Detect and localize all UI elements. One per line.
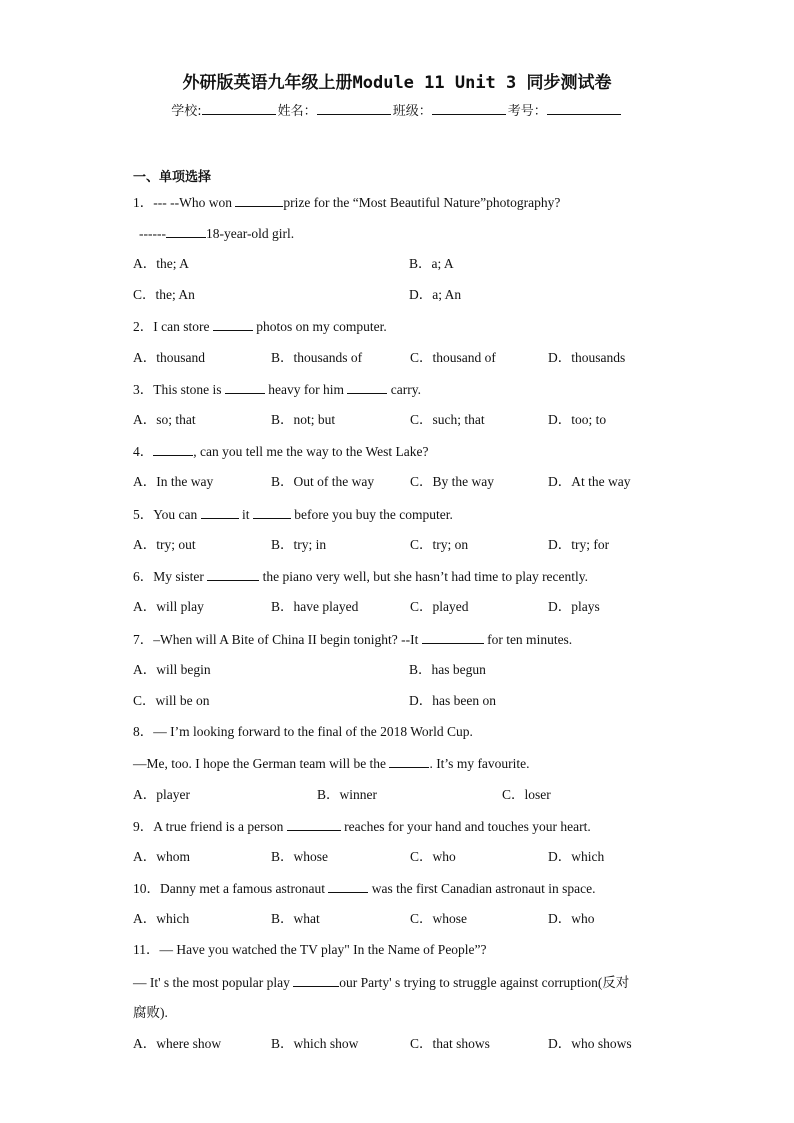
question-text: was the first Canadian astronaut in space. — [371, 881, 596, 896]
question-11-line-2 — [133, 973, 629, 992]
question-text: 5．You can — [133, 507, 198, 522]
option-c[interactable]: C．will be on — [133, 693, 210, 708]
question-text: 10．Danny met a famous astronaut — [133, 881, 325, 896]
answer-blank — [347, 380, 387, 394]
option-c[interactable]: C．whose — [410, 911, 467, 926]
option-a[interactable]: A．player — [133, 787, 190, 802]
question-7 — [133, 630, 572, 649]
question-11-line-3: 腐败). — [133, 1005, 168, 1020]
question-text: carry. — [390, 382, 421, 397]
question-3 — [133, 380, 421, 399]
question-text: 4． — [133, 444, 154, 459]
question-text: 7．–When will A Bite of China II begin tonight? --It — [133, 632, 419, 647]
option-a[interactable]: A．try; out — [133, 537, 196, 552]
question-8-line-2 — [133, 754, 530, 773]
option-d[interactable]: D．thousands — [548, 350, 626, 365]
question-text: ------ — [139, 226, 166, 241]
section-heading: 一、单项选择 — [133, 170, 212, 185]
answer-blank — [287, 817, 341, 831]
option-d[interactable]: D．who — [548, 911, 595, 926]
class-label: 班级： — [392, 104, 432, 119]
option-a[interactable]: A．where show — [133, 1036, 222, 1051]
question-text: 18-year-old girl. — [205, 226, 295, 241]
option-b[interactable]: B．try; in — [271, 537, 327, 552]
answer-blank — [293, 973, 339, 987]
question-text: 2．I can store — [133, 319, 210, 334]
number-label: 考号： — [507, 104, 547, 119]
option-b[interactable]: B．which show — [271, 1036, 359, 1051]
option-d[interactable]: D．which — [548, 849, 605, 864]
option-b[interactable]: B．has begun — [409, 662, 486, 677]
question-8-line-1: 8．— I’m looking forward to the final of the 2018 World Cup. — [133, 724, 473, 739]
answer-blank — [235, 193, 283, 207]
answer-blank — [153, 442, 193, 456]
question-2 — [133, 317, 387, 336]
question-text: , can you tell me the way to the West Lake? — [193, 444, 429, 459]
answer-blank — [389, 754, 429, 768]
answer-blank — [253, 505, 291, 519]
question-text: before you buy the computer. — [294, 507, 453, 522]
option-c[interactable]: C．try; on — [410, 537, 469, 552]
option-c[interactable]: C．such; that — [410, 412, 485, 427]
option-a[interactable]: A．will begin — [133, 662, 211, 677]
option-d[interactable]: D．a; An — [409, 287, 462, 302]
option-c[interactable]: C．that shows — [410, 1036, 490, 1051]
option-b[interactable]: B．a; A — [409, 256, 454, 271]
option-d[interactable]: D．who shows — [548, 1036, 632, 1051]
answer-blank — [207, 567, 259, 581]
question-text: —Me, too. I hope the German team will be the — [133, 756, 387, 771]
question-11-line-1: 11．— Have you watched the TV play" In the Name of People”? — [133, 942, 487, 957]
question-text: . It’s my favourite. — [429, 756, 530, 771]
option-b[interactable]: B．Out of the way — [271, 474, 375, 489]
option-d[interactable]: D．has been on — [409, 693, 496, 708]
option-d[interactable]: D．plays — [548, 599, 600, 614]
option-a[interactable]: A．In the way — [133, 474, 214, 489]
question-10 — [133, 879, 596, 898]
question-text: prize for the “Most Beautiful Nature”photography? — [283, 195, 561, 210]
option-b[interactable]: B．winner — [317, 787, 377, 802]
option-b[interactable]: B．whose — [271, 849, 328, 864]
student-info-line — [0, 100, 794, 119]
class-blank[interactable] — [432, 100, 506, 115]
answer-blank — [225, 380, 265, 394]
number-blank[interactable] — [547, 100, 621, 115]
question-text: heavy for him — [268, 382, 344, 397]
page-title: 外研版英语九年级上册Module 11 Unit 3 同步测试卷 — [182, 73, 612, 93]
answer-blank — [201, 505, 239, 519]
option-b[interactable]: B．not; but — [271, 412, 336, 427]
option-a[interactable]: A．will play — [133, 599, 204, 614]
answer-blank — [213, 317, 253, 331]
school-label: 学校: — [171, 104, 202, 119]
name-blank[interactable] — [317, 100, 391, 115]
question-4 — [133, 442, 428, 461]
option-a[interactable]: A．whom — [133, 849, 190, 864]
option-a[interactable]: A．thousand — [133, 350, 205, 365]
option-c[interactable]: C．the; An — [133, 287, 195, 302]
option-b[interactable]: B．have played — [271, 599, 359, 614]
answer-blank — [166, 224, 206, 238]
question-1-line-2 — [139, 224, 294, 243]
option-d[interactable]: D．too; to — [548, 412, 607, 427]
question-text: 1．--- --Who won — [133, 195, 232, 210]
school-blank[interactable] — [202, 100, 276, 115]
option-c[interactable]: C．thousand of — [410, 350, 496, 365]
question-6 — [133, 567, 588, 586]
name-label: 姓名： — [277, 104, 317, 119]
question-text: 3．This stone is — [133, 382, 222, 397]
question-text: the piano very well, but she hasn’t had time to play recently. — [262, 569, 589, 584]
answer-blank — [422, 630, 484, 644]
question-5 — [133, 505, 453, 524]
question-text: photos on my computer. — [256, 319, 387, 334]
question-text: — It' s the most popular play — [133, 975, 290, 990]
option-c[interactable]: C．By the way — [410, 474, 494, 489]
option-d[interactable]: D．At the way — [548, 474, 631, 489]
question-text: 6．My sister — [133, 569, 204, 584]
option-c[interactable]: C．loser — [502, 787, 551, 802]
option-a[interactable]: A．the; A — [133, 256, 189, 271]
option-d[interactable]: D．try; for — [548, 537, 610, 552]
question-text: reaches for your hand and touches your heart. — [344, 819, 591, 834]
question-text: it — [242, 507, 250, 522]
option-c[interactable]: C．who — [410, 849, 456, 864]
question-text: our Party' s trying to struggle against corruption(反对 — [339, 975, 630, 990]
answer-blank — [328, 879, 368, 893]
question-text: 9．A true friend is a person — [133, 819, 284, 834]
option-a[interactable]: A．which — [133, 911, 190, 926]
option-b[interactable]: B．thousands of — [271, 350, 363, 365]
option-a[interactable]: A．so; that — [133, 412, 196, 427]
question-9 — [133, 817, 591, 836]
option-b[interactable]: B．what — [271, 911, 320, 926]
question-text: for ten minutes. — [487, 632, 573, 647]
option-c[interactable]: C．played — [410, 599, 469, 614]
question-1-line-1 — [133, 193, 560, 212]
